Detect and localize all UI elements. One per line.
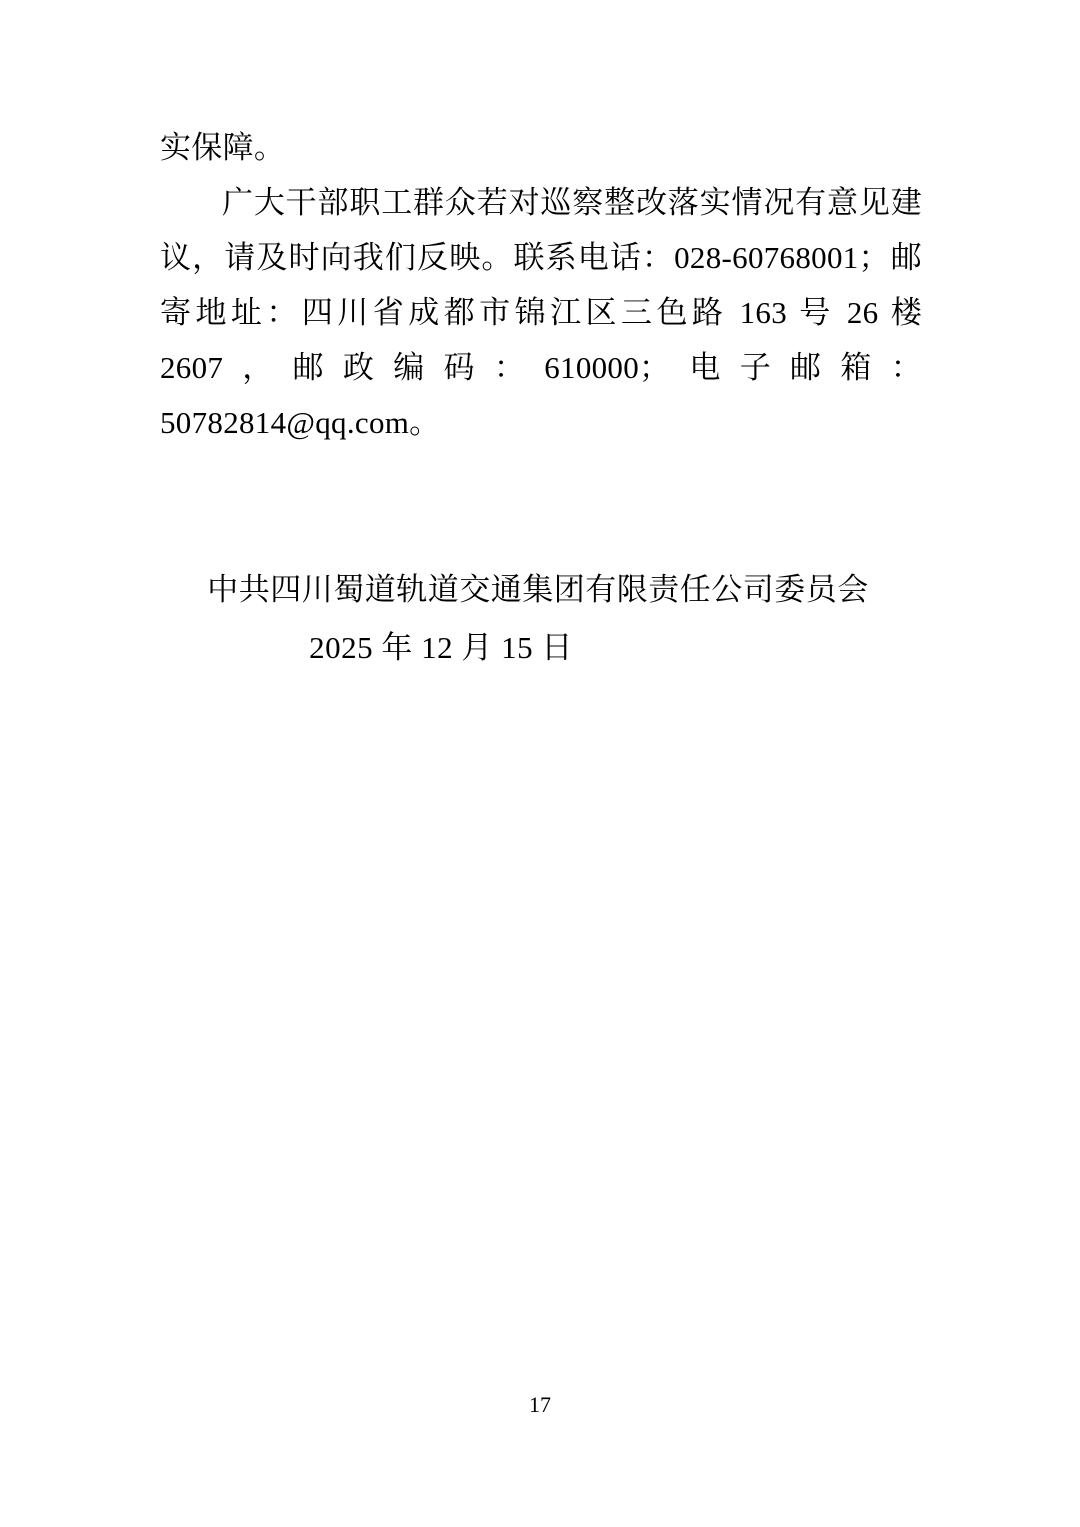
signature-organization: 中共四川蜀道轨道交通集团有限责任公司委员会 xyxy=(207,572,869,607)
paragraph-continued-line: 实保障。 xyxy=(160,130,286,165)
paragraph-feedback: 广大干部职工群众若对巡察整改落实情况有意见建议，请及时向我们反映。联系电话：028-60768001；邮寄地址：四川省成都市锦江区三色路 163 号 26 楼 2607，邮政编码：610000；电子邮箱：50782814@qq.com。 xyxy=(160,185,931,440)
page-number: 17 xyxy=(529,1392,551,1417)
document-body xyxy=(160,120,931,679)
signature-date: 2025 年 12 月 15 日 xyxy=(309,630,573,665)
signature-spacer xyxy=(160,450,922,562)
